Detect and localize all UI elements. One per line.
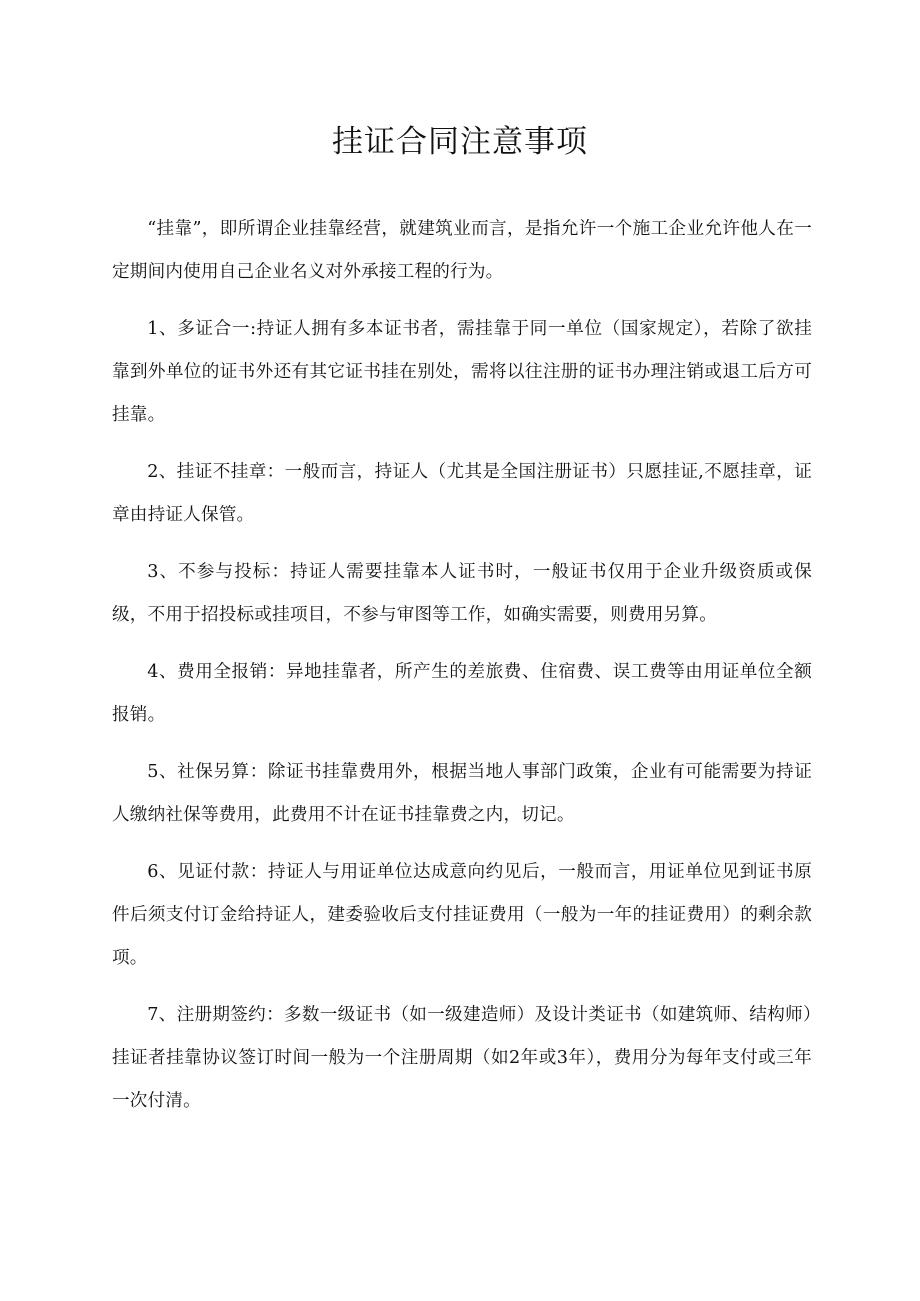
item-paragraph-6: 6、见证付款：持证人与用证单位达成意向约见后，一般而言，用证单位见到证书原件后须支付订金给持证人，建委验收后支付挂证费用（一般为一年的挂证费用）的剩余款项。 (112, 862, 812, 968)
item-paragraph-5: 5、社保另算：除证书挂靠费用外，根据当地人事部门政策，企业有可能需要为持证人缴纳社保等费用，此费用不计在证书挂靠费之内，切记。 (112, 762, 812, 825)
intro-paragraph: “挂靠”，即所谓企业挂靠经营，就建筑业而言，是指允许一个施工企业允许他人在一定期间内使用自己企业名义对外承接工程的行为。 (112, 219, 812, 282)
document-body (112, 208, 812, 1137)
item-paragraph-3: 3、不参与投标：持证人需要挂靠本人证书时，一般证书仅用于企业升级资质或保级，不用于招投标或挂项目，不参与审图等工作，如确实需要，则费用另算。 (112, 562, 812, 625)
item-paragraph-7: 7、注册期签约：多数一级证书（如一级建造师）及设计类证书（如建筑师、结构师）挂证者挂靠协议签订时间一般为一个注册周期（如2年或3年），费用分为每年支付或三年一次付清。 (112, 1005, 812, 1111)
item-paragraph-4: 4、费用全报销：异地挂靠者，所产生的差旅费、住宿费、误工费等由用证单位全额报销。 (112, 662, 812, 725)
document-title: 挂证合同注意事项 (332, 124, 588, 160)
item-paragraph-2: 2、挂证不挂章：一般而言，持证人（尤其是全国注册证书）只愿挂证,不愿挂章，证章由持证人保管。 (112, 462, 812, 525)
item-paragraph-1: 1、多证合一:持证人拥有多本证书者，需挂靠于同一单位（国家规定），若除了欲挂靠到外单位的证书外还有其它证书挂在别处，需将以往注册的证书办理注销或退工后方可挂靠。 (112, 319, 812, 425)
